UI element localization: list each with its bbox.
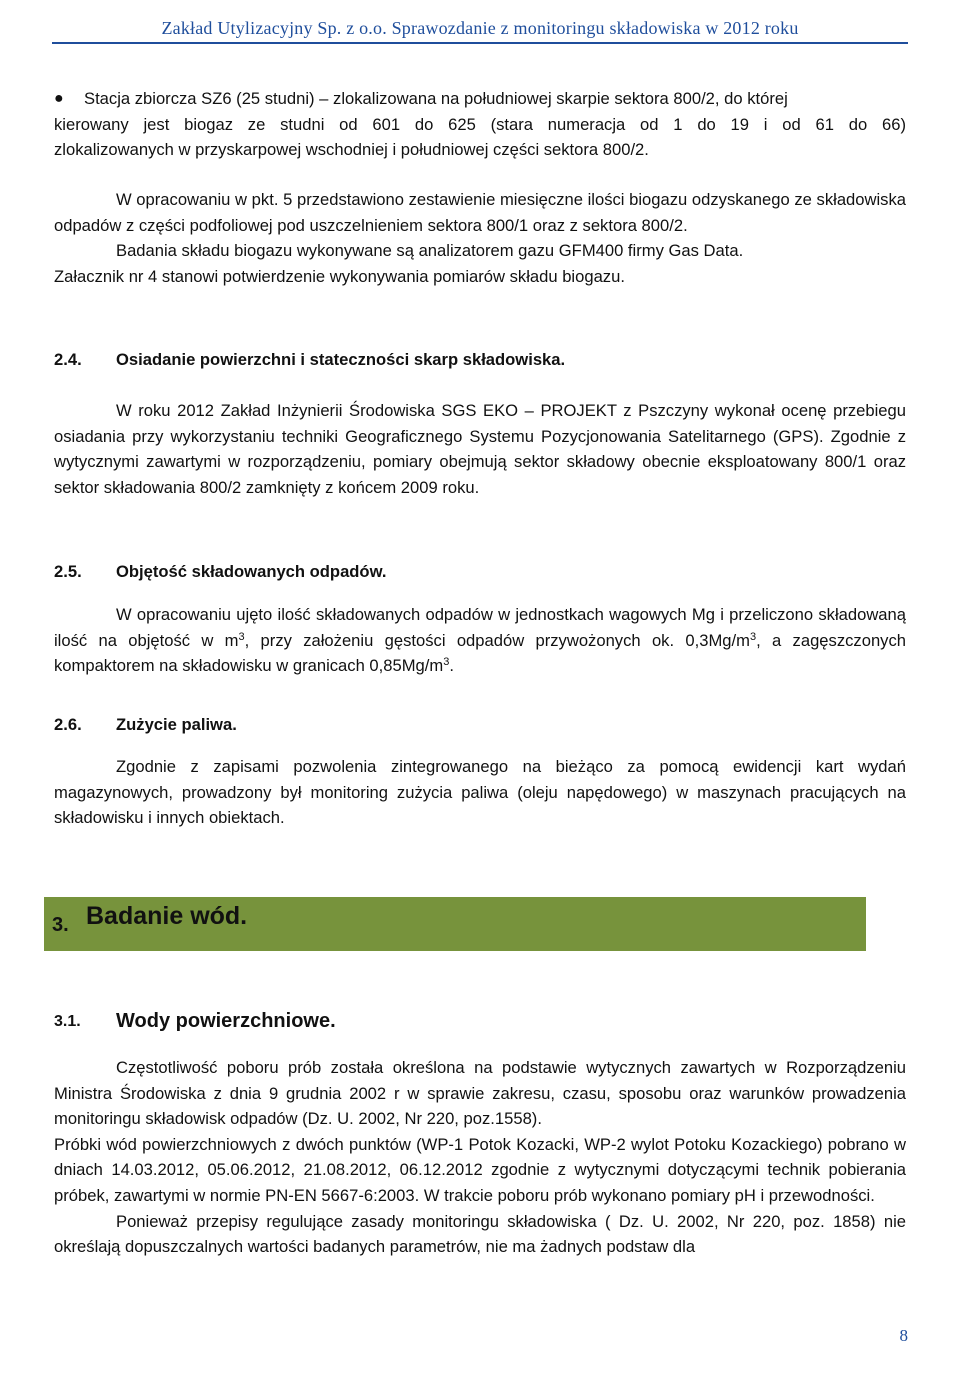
- section-2-5-text: [54, 602, 906, 679]
- biogaz-paragraph-3: Załacznik nr 4 stanowi potwierdzenie wykonywania pomiarów składu biogazu.: [54, 266, 625, 286]
- heading-2-4: [54, 347, 565, 372]
- heading-2-5-title: Objętość składowanych odpadów.: [116, 562, 387, 581]
- heading-2-6: [54, 712, 237, 737]
- superscript-2: 3: [749, 630, 757, 643]
- section-2-5-text-c: , a zagęszczonych kompaktorem na składowisku w granicach 0,85Mg/m: [54, 630, 906, 676]
- section-2-6-text: Zgodnie z zapisami pozwolenia zintegrowanego na bieżąco za pomocą ewidencji kart wydań magazynowych, prowadzony był monitoring zużycia paliwa (oleju napędowego) w maszynach pracujących na składowisku i innych obiektach.: [54, 757, 906, 828]
- heading-2-5: [54, 559, 386, 584]
- section-2-5-text-b: , przy założeniu gęstości odpadów przywożonych ok. 0,3Mg/m: [244, 630, 750, 650]
- superscript-1: 3: [238, 630, 245, 643]
- biogaz-paragraph-1: W opracowaniu w pkt. 5 przedstawiono zestawienie miesięczne ilości biogazu odzyskanego ze składowiska odpadów z części podfoliowej pod uszczelnieniem sektora 800/1 oraz z sektora 800/2.: [54, 190, 906, 235]
- heading-2-6-number: 2.6.: [54, 715, 82, 734]
- heading-2-4-number: 2.4.: [54, 350, 82, 369]
- heading-2-6-title: Zużycie paliwa.: [116, 715, 237, 734]
- section-3-1-paragraph-1: Częstotliwość poboru prób została określona na podstawie wytycznych zawartych w Rozporządzeniu Ministra Środowiska z dnia 9 grudnia 2002 r w sprawie zakresu, czasu, sposobu oraz warunków prowadzenia monitoringu składowisk odpadów (Dz. U. 2002, Nr 220, poz.1558).: [54, 1058, 906, 1129]
- bullet-line-3: zlokalizowanych w przyskarpowej wschodniej i południowej części sektora 800/2.: [54, 140, 649, 160]
- heading-2-5-number: 2.5.: [54, 562, 82, 581]
- section-3-1-text: [54, 1055, 906, 1260]
- biogaz-paragraph-2: Badania składu biogazu wykonywane są analizatorem gazu GFM400 firmy Gas Data.: [116, 241, 744, 261]
- header-rule: [52, 42, 908, 44]
- heading-2-4-title: Osiadanie powierzchni i stateczności skarp składowiska.: [116, 350, 566, 369]
- section-3-banner: [44, 897, 866, 951]
- section-3-title: Badanie wód.: [86, 902, 248, 930]
- section-2-5-text-d: .: [449, 656, 454, 676]
- section-3-1-paragraph-3: Ponieważ przepisy regulujące zasady monitoringu składowiska ( Dz. U. 2002, Nr 220, poz. 1858) nie określają dopuszczalnych wartości badanych parametrów, nie ma żadnych podstaw dla: [54, 1211, 906, 1257]
- bullet-line-1: Stacja zbiorcza SZ6 (25 studni) – zlokalizowana na południowej skarpie sektora 800/2, do której: [84, 89, 788, 108]
- superscript-3: 3: [443, 656, 450, 669]
- section-2-4-text: W roku 2012 Zakład Inżynierii Środowiska SGS EKO – PROJEKT z Pszczyny wykonał ocenę przebiegu osiadania przy wykorzystaniu techniki Geograficznego Systemu Pozycjonowania Satelitarnego (GPS). Zgodnie z wytycznymi zawartymi w rozporządzeniu, pomiary obejmują sektor składowy obecnie eksploatowany 800/1 oraz sektor składowania 800/2 zamknięty z końcem 2009 roku.: [54, 401, 906, 497]
- heading-3-1-number: 3.1.: [54, 1013, 81, 1030]
- section-3-number: 3.: [52, 914, 69, 936]
- paragraph-biogaz-summary: [54, 187, 906, 289]
- page-number: 8: [899, 1326, 908, 1345]
- section-2-5-text-a: W opracowaniu ujęto ilość składowanych odpadów w jednostkach wagowych Mg i przeliczono składowaną ilość na objętość w m: [54, 605, 906, 650]
- bullet-icon: ●: [54, 90, 64, 107]
- bullet-item-sz6: [54, 86, 906, 163]
- section-3-1-paragraph-2: Próbki wód powierzchniowych z dwóch punktów (WP-1 Potok Kozacki, WP-2 wylot Potoku Kozackiego) pobrano w dniach 14.03.2012, 05.06.2012, 21.08.2012, 06.12.2012 zgodnie z wytycznymi dotyczącymi technik pobierania próbek, zawartymi w normie PN-EN 5667-6:2003. W trakcie poboru prób wykonano pomiary pH i przewodności.: [54, 1134, 906, 1205]
- page-header: Zakład Utylizacyjny Sp. z o.o. Sprawozdanie z monitoringu składowiska w 2012 roku: [161, 18, 799, 38]
- heading-3-1-title: Wody powierzchniowe.: [116, 1010, 336, 1032]
- bullet-line-2: kierowany jest biogaz ze studni od 601 do 625 (stara numeracja od 1 do 19 i od 61 do 66): [54, 114, 906, 134]
